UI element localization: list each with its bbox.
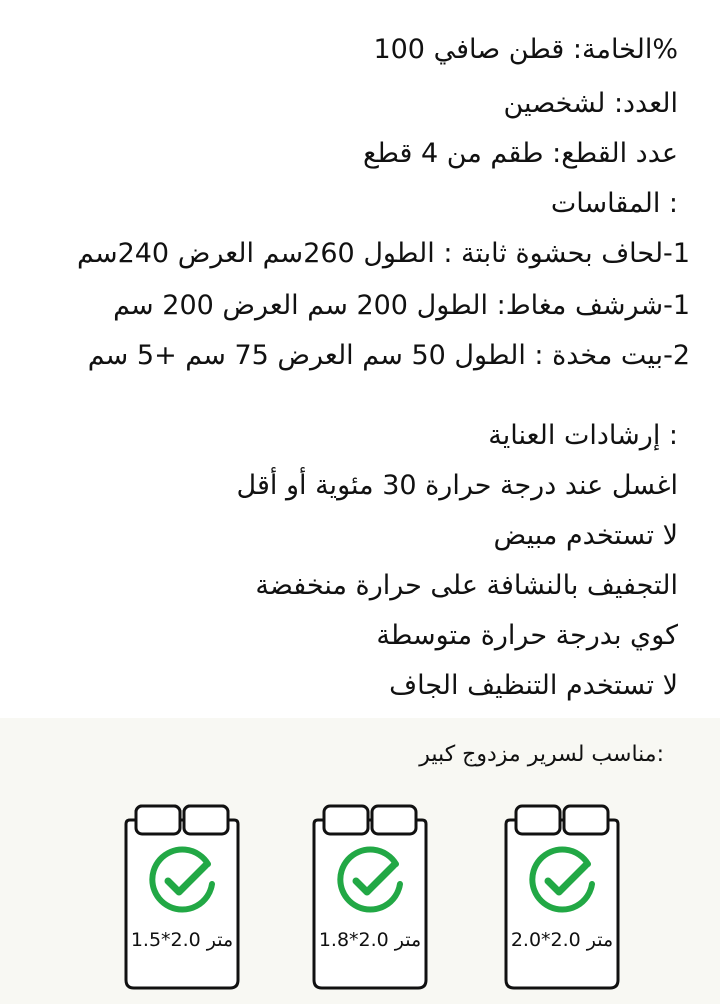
- size-item-sheet: 1-شرشف مغاط: الطول 200 سم العرض 200 سم: [113, 290, 690, 321]
- care-item-iron: كوي بدرجة حرارة متوسطة: [376, 620, 678, 651]
- suitability-heading: :مناسب لسرير مزدوج كبير: [419, 742, 664, 767]
- care-item-wash: اغسل عند درجة حرارة 30 مئوية أو أقل: [236, 470, 678, 501]
- bed-size-label: متر 2.0*1.5: [130, 929, 234, 951]
- bed-icon: [310, 804, 430, 992]
- size-item-duvet: 1-لحاف بحشوة ثابتة : الطول 260سم العرض 240سم: [76, 238, 690, 269]
- care-heading: : إرشادات العناية: [488, 420, 678, 451]
- bed-icon: [122, 804, 242, 992]
- material-line: %الخامة: قطن صافي 100: [373, 34, 678, 65]
- care-item-no-dry-clean: لا تستخدم التنظيف الجاف: [389, 670, 678, 701]
- bed-icon: [502, 804, 622, 992]
- bed-size-label: متر 2.0*1.8: [318, 929, 422, 951]
- bed-size-label: متر 2.0*2.0: [510, 929, 614, 951]
- pieces-line: عدد القطع: طقم من 4 قطع: [363, 138, 678, 169]
- size-item-pillowcase: 2-بيت مخدة : الطول 50 سم العرض 75 سم +5 سم: [87, 340, 690, 371]
- bed-size-card: [502, 804, 622, 992]
- bed-size-card: [310, 804, 430, 992]
- sizes-heading: : المقاسات: [550, 188, 678, 219]
- bed-size-card: [122, 804, 242, 992]
- care-item-no-bleach: لا تستخدم مبيض: [493, 520, 678, 551]
- bed-suitability-panel: [0, 718, 720, 1004]
- care-item-tumble-dry: التجفيف بالنشافة على حرارة منخفضة: [255, 570, 678, 601]
- count-line: العدد: لشخصين: [503, 88, 678, 119]
